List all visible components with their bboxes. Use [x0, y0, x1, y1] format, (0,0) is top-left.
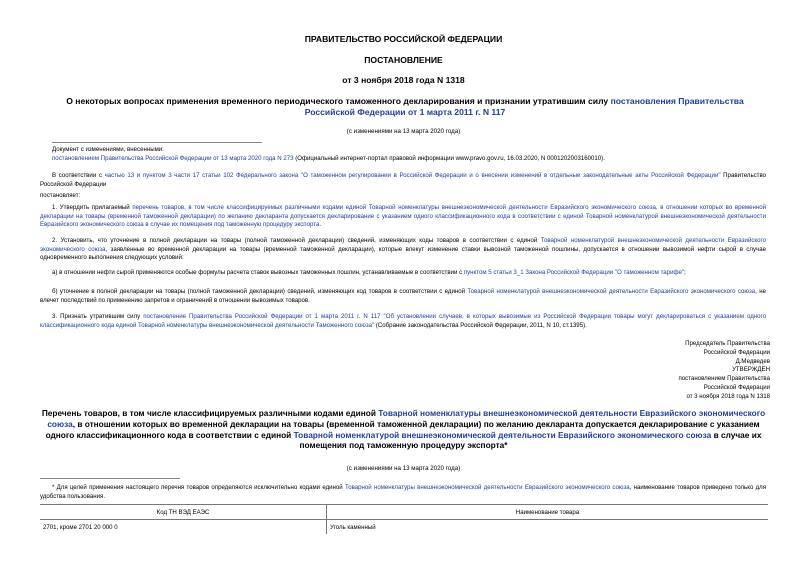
footnote-end: , наименование товаров приведено только для удобства пользования.	[40, 484, 767, 500]
decrees-word: постановляет:	[40, 192, 81, 199]
item-2b-end: , не влечет последствий по применению запретов и ограничений в отношении вывозимых товаров.	[40, 288, 766, 304]
col-header-code: Код ТН ВЭД ЕАЭС	[40, 505, 327, 520]
table-row	[40, 520, 768, 535]
signature-line: Российской Федерации	[703, 348, 770, 356]
list-title-link-2[interactable]: Товарной номенклатурой внешнеэкономической деятельности Евразийского экономического союза	[293, 429, 712, 440]
approval-line: от 3 ноября 2018 года N 1318	[686, 392, 770, 400]
preamble-text: В соответствии с	[52, 172, 105, 179]
preamble	[40, 172, 766, 189]
approval-line: Российской Федерации	[703, 383, 770, 391]
item-2b-link[interactable]: Товарной номенклатурой внешнеэкономической деятельности Евразийского экономического союза	[467, 288, 756, 295]
item-1-end: .	[319, 221, 322, 229]
list-title-link-1[interactable]: Товарной номенклатуры внешнеэкономической деятельности Евразийского экономического союза	[47, 408, 766, 429]
amending-tail: (Официальный интернет-портал правовой информации www.pravo.gov.ru, 16.03.2020, N 0001202003160010).	[293, 155, 605, 162]
item-3-end: (Собрание законодательства Российской Федерации, 2011, N 10, ст.1395).	[374, 321, 587, 329]
amending-link[interactable]: постановлением Правительства Российской Федерации от 13 марта 2020 года N 273	[52, 155, 294, 162]
goods-table	[40, 504, 768, 534]
list-title-text-3: в случае их помещения под таможенную процедуру экспорта*	[299, 429, 762, 451]
item-3-text: 3. Признать утратившим силу	[52, 313, 144, 320]
item-2-link[interactable]: Товарной номенклатурой внешнеэкономической деятельности Евразийского экономического союза	[40, 237, 766, 253]
government-heading: ПРАВИТЕЛЬСТВО РОССИЙСКОЙ ФЕДЕРАЦИИ	[304, 34, 503, 44]
item-2a-text: а) в отношении нефти сырой применяются особые формулы расчета ставок вывозных таможенных пошлин, устанавливаемые в соответствии с	[52, 269, 464, 276]
item-2b	[40, 288, 766, 305]
approval-line: постановлением Правительства	[678, 375, 770, 383]
title-link[interactable]: постановления Правительства Российской Федерации от 1 марта 2011 г. N 117	[304, 96, 744, 117]
preamble-link[interactable]: частью 13 и пунктом 3 части 17 статьи 102 Федерального закона "О таможенном регулировании в Российской Федерации и о внесении изменений в отдельные законодательные акты Российской Федерации"	[104, 172, 721, 179]
approval-line: УТВЕРЖДЕН	[732, 366, 770, 374]
amending-source	[52, 155, 605, 163]
footnote	[40, 484, 766, 501]
item-2a-end: ;	[684, 269, 686, 276]
item-2a	[40, 269, 766, 278]
footnote-link[interactable]: Товарной номенклатуры внешнеэкономической деятельности Евразийского экономического союза	[344, 484, 630, 491]
title-text: О некоторых вопросах применения временного периодического таможенного декларирования и признании утратившим силу	[66, 96, 611, 106]
signature-line: Д.Медведев	[735, 357, 770, 365]
amending-label: Документ с изменениями, внесенными:	[52, 146, 164, 153]
item-3-link[interactable]: постановление Правительства Российской Федерации от 1 марта 2011 г. N 117 "Об установлении случаев, в которых вывозимые из Российской Федерации товары могут декларироваться с указанием одного классификационного кода единой Товарной номенклатуры внешнеэкономической деятельности Таможенного союза"	[40, 313, 766, 329]
item-2-text: 2. Установить, что уточнение в полной декларации на товары (полной таможенной декларации) сведений, изменяющих коды товаров в соответствии с единой	[52, 237, 541, 244]
item-1-link[interactable]: перечень товаров, в том числе классифицируемых различными кодами единой Товарной номенклатуры внешнеэкономической деятельности Евразийского экономического союза, в отношении которых во временной декларации на товары (временной таможенной декларации) по желанию декларанта допускается декларирование с указанием одного классификационного кода в соответствии с единой Товарной номенклатурой внешнеэкономической деятельности Евразийского экономического союза в случае их помещения под таможенную процедуру экспорта	[40, 204, 767, 229]
col-header-name: Наименование товара	[327, 505, 769, 520]
edits-note: (с изменениями на 13 марта 2020 года)	[346, 128, 461, 135]
list-edits-note: (с изменениями на 13 марта 2020 года)	[346, 465, 461, 472]
item-2	[40, 237, 766, 263]
separator	[52, 142, 262, 143]
date-number-heading: от 3 ноября 2018 года N 1318	[342, 75, 465, 85]
item-3	[40, 313, 766, 330]
signature-line: Председатель Правительства	[685, 340, 770, 347]
table-cell-name: Уголь каменный	[327, 520, 769, 535]
table-cell-code: 2701, кроме 2701 20 000 0	[40, 520, 327, 535]
table-header-row	[40, 505, 768, 520]
list-title-text-2: , в отношении которых во временной декларации на товары (временной таможенной декларации) по желанию декларанта допускается декларирование с указанием одного классификационного кода в соответствии с единой	[45, 418, 760, 440]
footnote-text: * Для целей применения настоящего перечня товаров определяются исключительно кодами единой	[52, 484, 345, 491]
item-1-text: 1. Утвердить прилагаемый	[52, 204, 133, 211]
item-1	[40, 204, 766, 230]
item-2-end: , заявленные во временной декларации на товары (временной таможенной декларации), которые влекут изменение ставки вывозной таможенной пошлины, допускается в отношении вывозимой нефти сырой в случае одновременного выполнения следующих условий:	[40, 245, 766, 262]
list-title	[40, 408, 767, 451]
footnote-separator	[40, 478, 180, 479]
preamble-text-2: Правительство Российской Федерации	[40, 172, 767, 188]
document-title	[46, 96, 764, 118]
item-2a-link[interactable]: пунктом 5 статьи 3_1 Закона Российской Федерации "О таможенном тарифе"	[463, 269, 685, 276]
list-title-text: Перечень товаров, в том числе классифицируемых различными кодами единой	[41, 408, 379, 418]
doc-type-heading: ПОСТАНОВЛЕНИЕ	[364, 55, 443, 65]
item-2b-text: б) уточнение в полной декларации на товары (полной таможенной декларации) сведений, изменяющих код товаров в соответствии с единой	[52, 288, 468, 295]
signature-block	[560, 340, 770, 402]
